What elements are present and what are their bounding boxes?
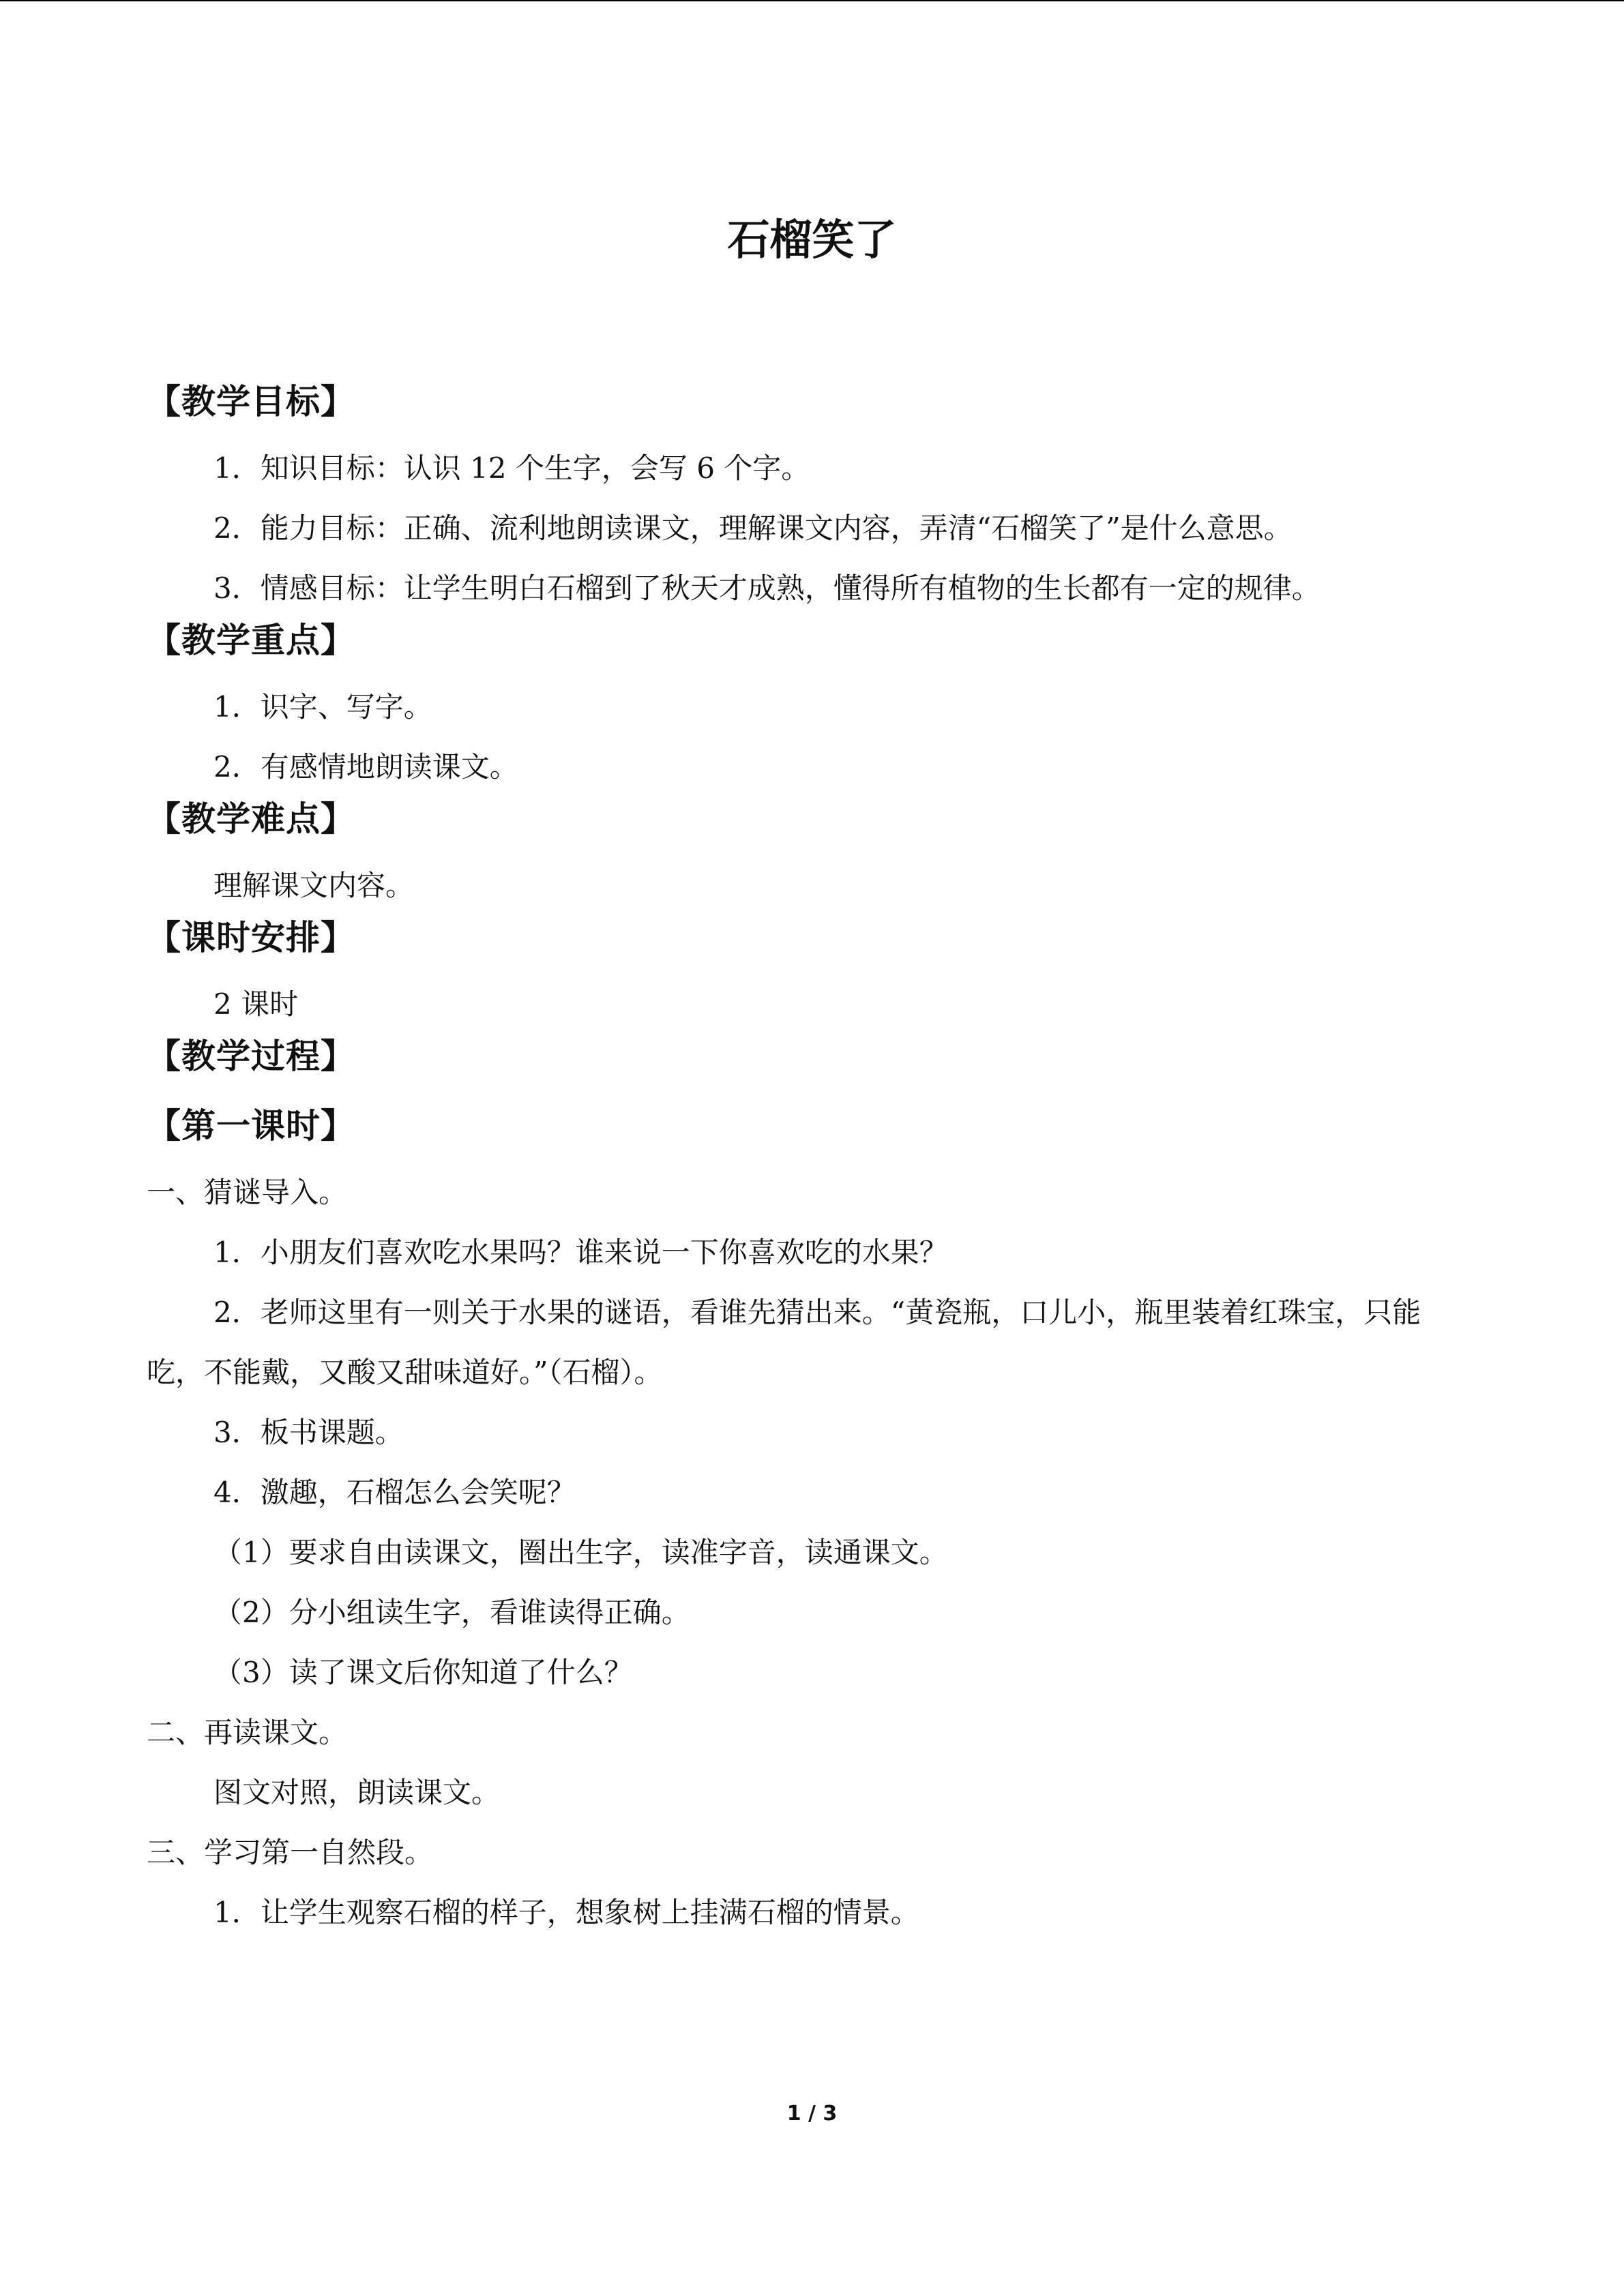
goal-item-emotion: 3．情感目标：让学生明白石榴到了秋天才成熟，懂得所有植物的生长都有一定的规律。 <box>213 571 1320 605</box>
heading-key-points: 【教学重点】 <box>147 621 355 660</box>
heading-lesson-one: 【第一课时】 <box>147 1106 355 1146</box>
part-three-item-1: 1．让学生观察石榴的样子，想象树上挂满石榴的情景。 <box>213 1896 919 1929</box>
difficulty-text: 理解课文内容。 <box>213 869 415 902</box>
part-one-sub-2: （2）分小组读生字，看谁读得正确。 <box>213 1596 690 1629</box>
document-body <box>147 380 1466 1943</box>
document-title: 石榴笑了 <box>727 215 897 265</box>
schedule-text: 2 课时 <box>213 987 299 1021</box>
part-one-sub-3: （3）读了课文后你知道了什么？ <box>213 1656 633 1689</box>
part-one-item-4: 4．激趣，石榴怎么会笑呢？ <box>213 1476 576 1509</box>
part-three-title: 三、学习第一自然段。 <box>147 1836 434 1869</box>
part-one-sub-1: （1）要求自由读课文，圈出生字，读准字音，读通课文。 <box>213 1536 948 1569</box>
heading-schedule: 【课时安排】 <box>147 918 355 957</box>
part-one-title: 一、猜谜导入。 <box>147 1176 348 1209</box>
part-one-item-3: 3．板书课题。 <box>213 1416 404 1449</box>
heading-teaching-goals: 【教学目标】 <box>147 382 355 421</box>
goal-item-knowledge: 1．知识目标：认识 12 个生字，会写 6 个字。 <box>213 451 810 485</box>
part-one-item-1: 1．小朋友们喜欢吃水果吗？谁来说一下你喜欢吃的水果？ <box>213 1236 948 1269</box>
key-point-item-2: 2．有感情地朗读课文。 <box>213 750 518 784</box>
part-one-item-2-riddle: 2．老师这里有一则关于水果的谜语，看谁先猜出来。“黄瓷瓶，口儿小，瓶里装着红珠宝，只能吃，不能戴，又酸又甜味道好。”（石榴）。 <box>147 1296 1421 1389</box>
page-number: 1 / 3 <box>786 2102 838 2126</box>
part-two-title: 二、再读课文。 <box>147 1716 348 1749</box>
key-point-item-1: 1．识字、写字。 <box>213 690 432 724</box>
goal-item-ability: 2．能力目标：正确、流利地朗读课文，理解课文内容，弄清“石榴笑了”是什么意思。 <box>213 511 1293 545</box>
heading-difficulties: 【教学难点】 <box>147 799 355 839</box>
part-two-text: 图文对照，朗读课文。 <box>213 1776 501 1809</box>
heading-process: 【教学过程】 <box>147 1037 355 1076</box>
